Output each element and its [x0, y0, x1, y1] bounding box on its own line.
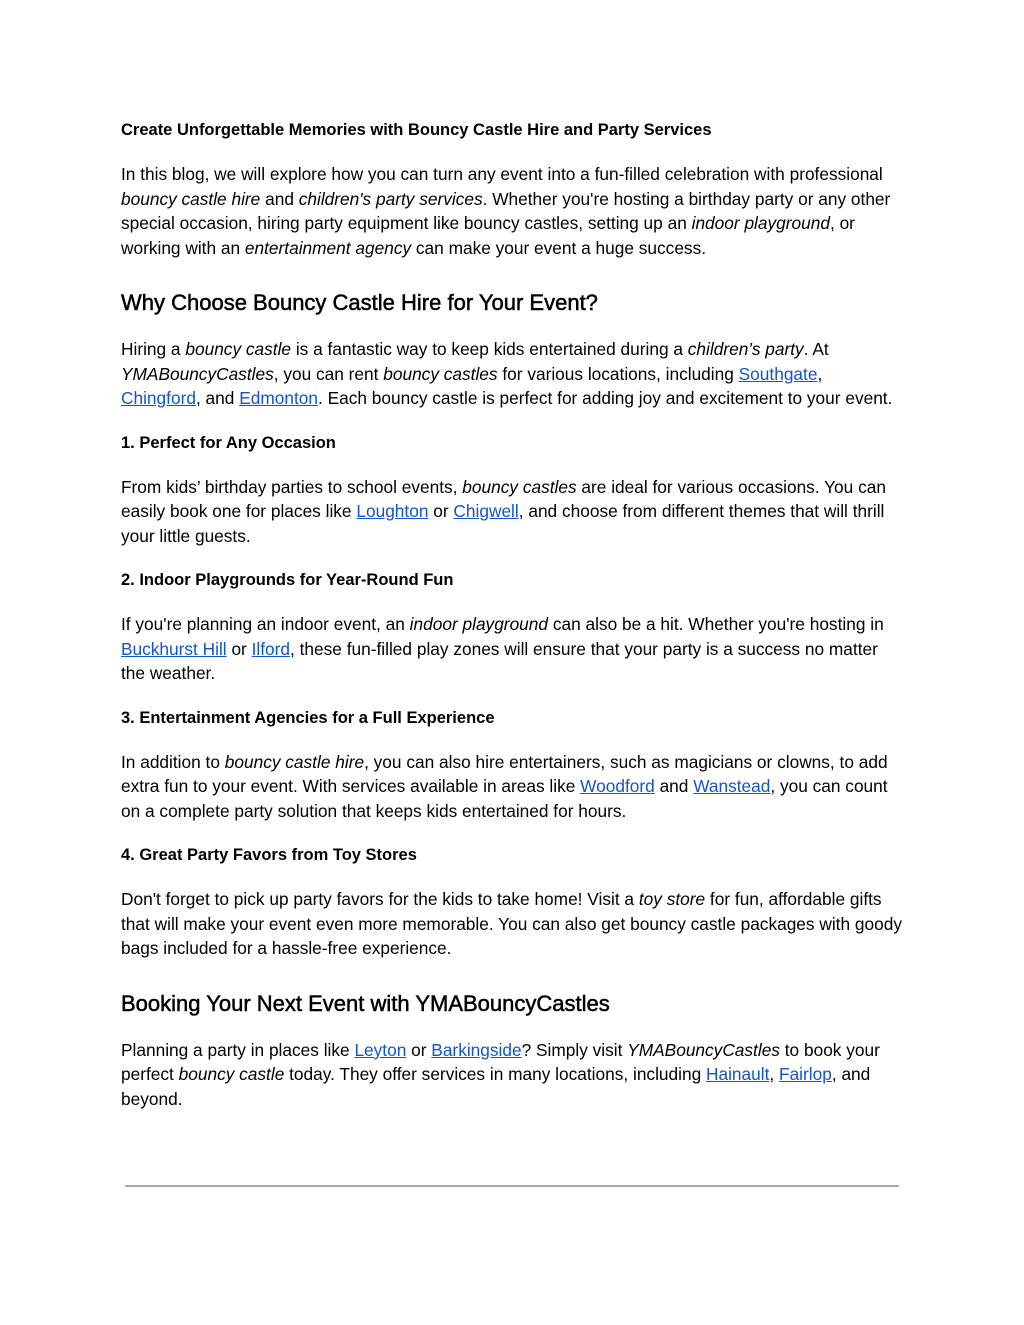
section-4-heading: 4. Great Party Favors from Toy Stores	[121, 846, 417, 864]
emphasis: indoor playground	[691, 213, 830, 233]
text-run: ,	[817, 363, 823, 384]
section-2-heading: 2. Indoor Playgrounds for Year-Round Fun	[121, 571, 454, 589]
link-southgate[interactable]: Southgate	[738, 363, 818, 384]
link-wanstead[interactable]: Wanstead	[693, 776, 771, 796]
link-chingford[interactable]: Chingford	[121, 388, 196, 408]
text-run: or	[226, 638, 252, 659]
section-4-paragraph	[121, 887, 906, 961]
emphasis: YMABouncyCastles	[627, 1039, 780, 1060]
horizontal-rule	[125, 1185, 899, 1187]
emphasis: indoor playground	[409, 614, 549, 634]
text-run: are ideal for various occasions. You can easily book one for places like	[121, 476, 886, 521]
link-leyton[interactable]: Leyton	[354, 1039, 407, 1060]
text-run: or	[406, 1039, 432, 1060]
emphasis: bouncy castle	[185, 339, 292, 359]
text-run: can make your event a huge success.	[411, 237, 707, 258]
section-2-paragraph	[121, 612, 906, 686]
why-heading: Why Choose Bouncy Castle Hire for Your Event?	[121, 290, 598, 315]
text-run: can also be a hit. Whether you're hosting in	[548, 614, 884, 634]
link-buckhurst-hill[interactable]: Buckhurst Hill	[121, 638, 227, 659]
text-run: Planning a party in places like	[121, 1039, 355, 1060]
text-run: . Each bouncy castle is perfect for adding joy and excitement to your event.	[317, 388, 893, 408]
section-3-heading: 3. Entertainment Agencies for a Full Experience	[121, 708, 495, 727]
text-run: Don't forget to pick up party favors for the kids to take home! Visit a	[121, 889, 639, 909]
why-paragraph	[121, 337, 906, 411]
text-run: or	[428, 501, 454, 521]
text-run: ? Simply visit	[521, 1039, 628, 1060]
text-run: and	[260, 188, 299, 209]
booking-heading: Booking Your Next Event with YMABouncyCastles	[121, 990, 610, 1016]
text-run: , these fun-filled play zones will ensure that your party is a success no matter the weather.	[121, 638, 878, 683]
emphasis: bouncy castle hire	[121, 188, 261, 209]
link-chigwell[interactable]: Chigwell	[453, 501, 519, 521]
text-run: In this blog, we will explore how you can turn any event into a fun-filled celebration with professional	[121, 164, 883, 184]
section-1-paragraph	[121, 475, 906, 549]
emphasis: children's party services	[298, 188, 483, 209]
document-body	[121, 118, 906, 1111]
section-3-paragraph	[121, 750, 906, 824]
emphasis: entertainment agency	[244, 237, 412, 258]
emphasis: bouncy castles	[462, 476, 577, 497]
section-1-heading: 1. Perfect for Any Occasion	[121, 433, 336, 452]
text-run: for fun, affordable gifts that will make your event even more memorable. You can also get bouncy castle packages with goody bags included for a hassle-free experience.	[121, 889, 902, 958]
emphasis: toy store	[638, 889, 706, 909]
document-title: Create Unforgettable Memories with Bouncy Castle Hire and Party Services	[121, 121, 712, 139]
link-loughton[interactable]: Loughton	[356, 501, 429, 521]
text-run: , and choose from different themes that will thrill your little guests.	[121, 501, 885, 546]
emphasis: YMABouncyCastles	[121, 363, 274, 384]
text-run: is a fantastic way to keep kids entertained during a	[291, 339, 688, 359]
text-run: , you can count on a complete party solution that keeps kids entertained for hours.	[121, 776, 888, 821]
text-run: to book your perfect	[121, 1039, 880, 1084]
text-run: and	[654, 776, 694, 796]
emphasis: children’s party	[687, 339, 804, 359]
link-hainault[interactable]: Hainault	[706, 1064, 770, 1084]
emphasis: bouncy castles	[383, 363, 498, 384]
text-run: , and beyond.	[121, 1064, 871, 1109]
intro-paragraph	[121, 162, 906, 260]
emphasis: bouncy castle hire	[224, 751, 365, 772]
text-run: today. They offer services in many locations, including	[284, 1064, 706, 1084]
text-run: In addition to	[121, 751, 225, 772]
text-run: If you're planning an indoor event, an	[121, 614, 410, 634]
link-woodford[interactable]: Woodford	[580, 776, 655, 796]
link-edmonton[interactable]: Edmonton	[239, 388, 318, 408]
text-run: , you can also hire entertainers, such as magicians or clowns, to add extra fun to your event. With services available in areas like	[121, 751, 888, 796]
text-run: , and	[195, 388, 240, 408]
text-run: . Whether you're hosting a birthday party or any other special occasion, hiring party equipment like bouncy castles, setting up an	[121, 188, 891, 233]
link-fairlop[interactable]: Fairlop	[779, 1064, 832, 1084]
text-run: ,	[769, 1064, 780, 1084]
text-run: , you can rent	[273, 363, 384, 384]
text-run: Hiring a	[121, 339, 186, 359]
text-run: for various locations, including	[497, 363, 739, 384]
text-run: . At	[803, 339, 829, 359]
booking-paragraph	[121, 1038, 906, 1112]
link-ilford[interactable]: Ilford	[251, 638, 291, 659]
text-run: , or working with an	[121, 213, 855, 258]
emphasis: bouncy castle	[178, 1064, 285, 1084]
text-run: From kids’ birthday parties to school events,	[121, 476, 463, 497]
link-barkingside[interactable]: Barkingside	[431, 1039, 522, 1060]
